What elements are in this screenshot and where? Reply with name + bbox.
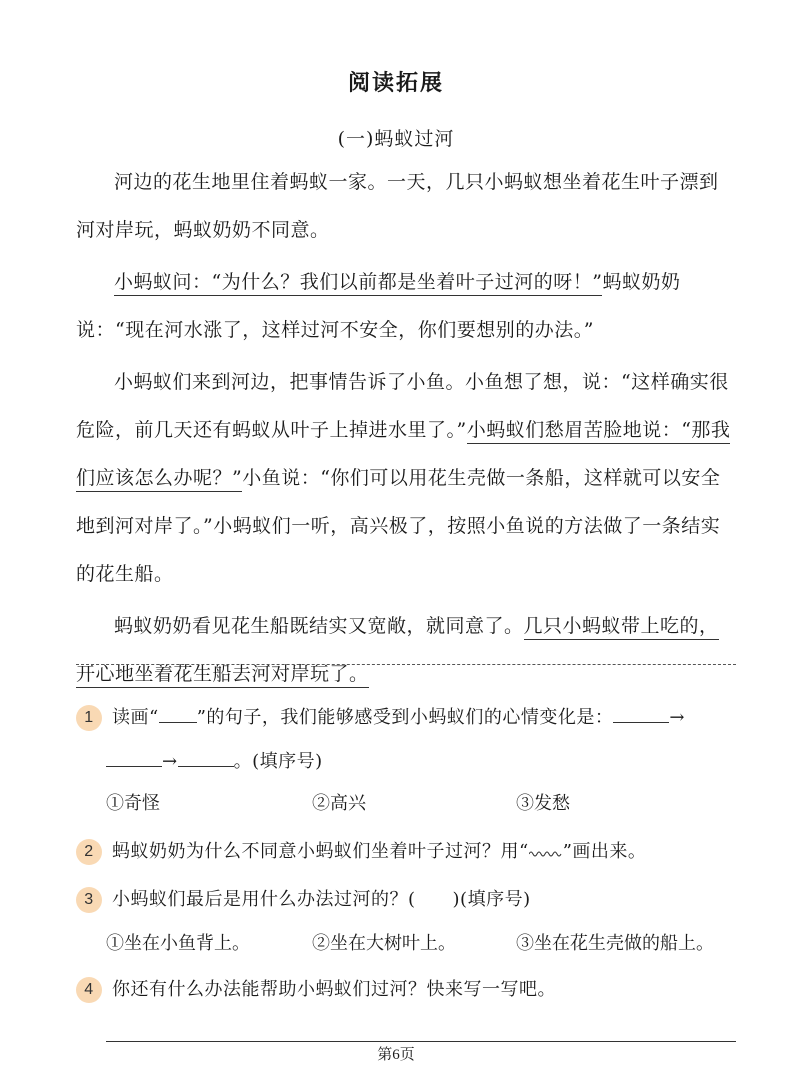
- option[interactable]: ③发愁: [516, 793, 570, 814]
- story-title: (一)蚂蚁过河: [337, 128, 455, 150]
- paragraph-2-rest: 蚂蚁奶奶说：“现在河水涨了，这样过河不安全，你们要想别的办法。”: [76, 271, 681, 341]
- question-number-badge: 3: [76, 887, 102, 913]
- option[interactable]: ①奇怪: [106, 793, 160, 814]
- story-text: [76, 158, 736, 702]
- option[interactable]: ②坐在大树叶上。: [312, 933, 456, 954]
- paragraph-3: [76, 358, 736, 598]
- page-title: 阅读拓展: [347, 70, 444, 96]
- paragraph-1: 河边的花生地里住着蚂蚁一家。一天，几只小蚂蚁想坐着花生叶子漂到河对岸玩，蚂蚁奶奶不同意。: [76, 171, 719, 241]
- answer-line[interactable]: [106, 1041, 736, 1042]
- question-number-badge: 2: [76, 839, 102, 865]
- q1-text-b: ”的句子，我们能够感受到小蚂蚁们的心情变化是：: [196, 707, 614, 728]
- question-1: [76, 704, 746, 732]
- question-1-line-2: [106, 748, 776, 776]
- q2-text-b: ”画出来。: [562, 841, 647, 862]
- question-2: [76, 838, 746, 866]
- section-divider: [76, 664, 736, 665]
- option[interactable]: ②高兴: [312, 793, 366, 814]
- paragraph-4-a: 蚂蚁奶奶看见花生船既结实又宽敞，就同意了。: [114, 615, 524, 637]
- underlined-sentence-2: 小蚂蚁们愁眉苦脸地说：“那我们应该怎么办呢？”: [76, 419, 730, 492]
- q4-text: 你还有什么办法能帮助小蚂蚁们过河？快来写一写吧。: [112, 979, 556, 1000]
- underlined-sentence-3: 几只小蚂蚁带上吃的，开心地坐着花生船去河对岸玩了。: [76, 615, 719, 688]
- wavy-line-icon: [529, 845, 563, 857]
- page-number: 第6页: [377, 1047, 415, 1063]
- q1-text-a: 读画“: [112, 707, 159, 728]
- paragraph-4: [76, 602, 736, 698]
- answer-blank[interactable]: [613, 704, 669, 723]
- paragraph-2: [76, 258, 736, 354]
- underline-sample: [159, 704, 197, 723]
- paragraph-3-a: 小蚂蚁们来到河边，把事情告诉了小鱼。小鱼想了想，说：“这样确实很危险，前几天还有蚂蚁从叶子上掉进水里了。”: [76, 371, 729, 441]
- arrow-icon: →: [669, 707, 685, 728]
- underlined-sentence-1: 小蚂蚁问：“为什么？我们以前都是坐着叶子过河的呀！”: [114, 271, 602, 296]
- question-number-badge: 4: [76, 977, 102, 1003]
- option[interactable]: ③坐在花生壳做的船上。: [516, 933, 714, 954]
- answer-blank[interactable]: [178, 748, 234, 767]
- answer-blank[interactable]: [106, 748, 162, 767]
- q3-text: 小蚂蚁们最后是用什么办法过河的？( )(填序号): [112, 889, 531, 910]
- question-number-badge: 1: [76, 705, 102, 731]
- q1-end: 。(填序号): [233, 751, 323, 772]
- question-3: [76, 886, 746, 914]
- option[interactable]: ①坐在小鱼背上。: [106, 933, 250, 954]
- q2-text-a: 蚂蚁奶奶为什么不同意小蚂蚁们坐着叶子过河？用“: [112, 841, 529, 862]
- paragraph-3-b: 小鱼说：“你们可以用花生壳做一条船，这样就可以安全地到河对岸了。”小蚂蚁们一听，高兴极了，按照小鱼说的方法做了一条结实的花生船。: [76, 467, 721, 585]
- arrow-icon: →: [162, 751, 178, 772]
- question-4: [76, 976, 746, 1004]
